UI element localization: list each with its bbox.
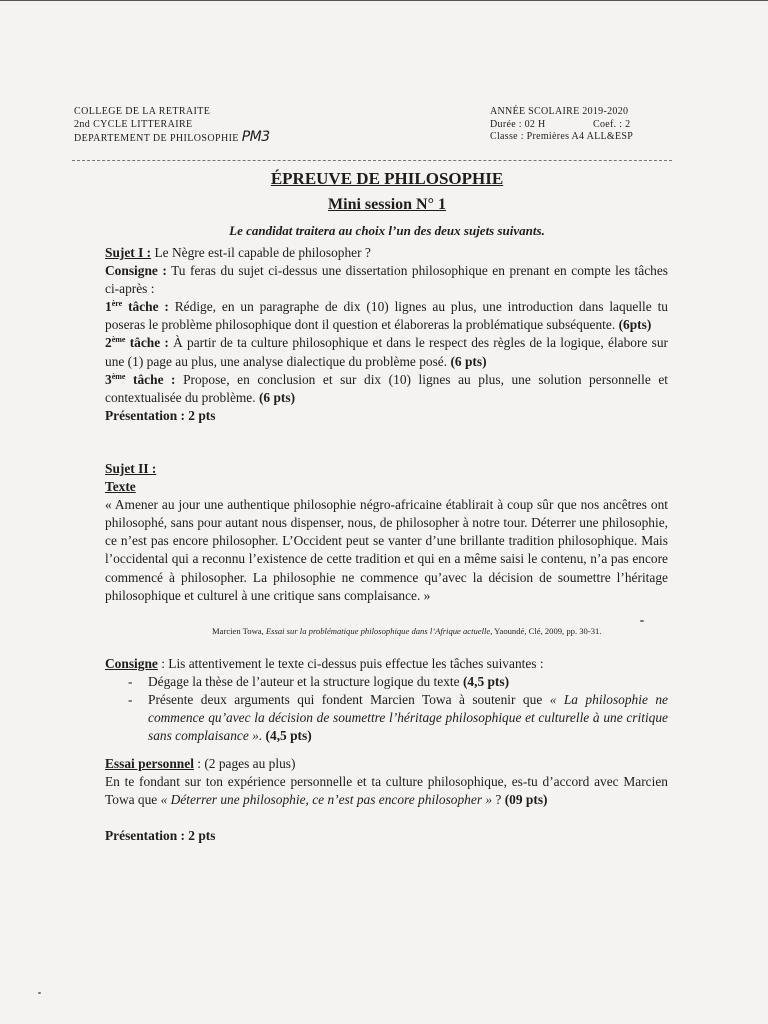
class-info: Classe : Premières A4 ALL&ESP xyxy=(490,131,634,142)
exam-instruction: Le candidat traitera au choix l’un des deux sujets suivants. xyxy=(229,223,545,238)
scan-top-edge xyxy=(0,0,768,1)
cycle-name: 2nd CYCLE LITTERAIRE xyxy=(74,118,193,130)
task-3-text: Propose, en conclusion et sur dix (10) lignes au plus, une solution personnelle et contextualisée du problème. xyxy=(105,371,668,405)
exam-title: ÉPREUVE DE PHILOSOPHIE xyxy=(270,169,504,188)
essai-text-after: ? xyxy=(492,792,505,808)
sujet-1-heading xyxy=(105,244,668,262)
sujet-2-consigne-text: : Lis attentivement le texte ci-dessus puis effectue les tâches suivantes : xyxy=(157,656,544,671)
department-label: DEPARTEMENT DE PHILOSOPHIE xyxy=(74,133,239,144)
handwritten-annotation: PM3 xyxy=(241,129,270,145)
task-1-text: Rédige, en un paragraphe de dix (10) lignes au plus, une introduction dans laquelle tu poseras le problème philosophique dont il question et élaboreras la problématique subséquente. xyxy=(105,299,668,333)
sujet-1-section xyxy=(105,244,668,425)
essai-heading xyxy=(105,755,668,773)
task-points: (4,5 pts) xyxy=(462,674,510,690)
citation-title: Essai sur la problématique philosophique dans l’Afrique actuelle xyxy=(265,626,491,636)
sujet-2-section xyxy=(105,460,668,605)
coefficient: Coef. : 2 xyxy=(593,118,631,130)
bullet-dash: - xyxy=(128,674,133,690)
school-year: ANNÉE SCOLAIRE 2019-2020 xyxy=(490,106,629,117)
task-1-label: tâche : xyxy=(122,299,169,315)
scan-speck xyxy=(640,620,644,622)
list-item xyxy=(105,691,668,745)
task-2-points: (6 pts) xyxy=(450,353,487,369)
sujet-2-task-list xyxy=(105,673,668,745)
essai-section xyxy=(105,755,668,809)
sujet-1-label: Sujet I : xyxy=(105,245,152,260)
sujet-2-consigne-section xyxy=(105,655,668,745)
sujet-1-consigne xyxy=(105,262,668,298)
list-item xyxy=(105,673,668,691)
header-divider xyxy=(72,160,672,161)
duration-row xyxy=(490,119,633,132)
task-1-points: (6pts) xyxy=(618,317,652,333)
task-quote: « La philosophie ne commence qu’avec la décision de soumettre l’héritage philosophique et culturelle à une critique sans complaisance ». xyxy=(148,692,668,744)
department-name xyxy=(74,131,270,146)
task-3-sup: ème xyxy=(111,371,126,381)
essai-label: Essai personnel xyxy=(105,756,194,771)
sujet-1-consigne-label: Consigne : xyxy=(105,263,167,279)
scan-speck xyxy=(38,992,41,994)
task-2-label: tâche : xyxy=(125,335,169,351)
citation-author: Marcien Towa, xyxy=(212,626,264,636)
task-3-points: (6 pts) xyxy=(258,389,296,405)
task-3-label: tâche : xyxy=(125,371,176,387)
sujet-2-consigne-label: Consigne xyxy=(105,656,158,671)
task-2-sup: ème xyxy=(111,335,126,345)
texte-label: Texte xyxy=(105,479,136,495)
duration: Durée : 02 H xyxy=(490,118,546,130)
task-1 xyxy=(105,298,668,334)
task-text: Présente deux arguments qui fondent Marcien Towa à soutenir que xyxy=(148,692,550,708)
essai-text: En te fondant sur ton expérience personnelle et ta culture philosophique, es-tu d’accord avec Marcien Towa que xyxy=(105,774,668,808)
bullet-dash: - xyxy=(128,692,133,708)
task-2 xyxy=(105,334,668,370)
citation-rest: , Yaoundé, Clé, 2009, pp. 30-31. xyxy=(490,626,602,636)
header-left xyxy=(74,106,270,146)
school-name: COLLEGE DE LA RETRAITE xyxy=(74,106,211,117)
essai-note: : (2 pages au plus) xyxy=(193,756,296,771)
task-2-number: 2 xyxy=(105,335,112,351)
essai-points: (09 pts) xyxy=(504,792,548,808)
sujet-1-question: Le Nègre est-il capable de philosopher ? xyxy=(154,245,371,260)
sujet-2-label: Sujet II : xyxy=(105,461,157,476)
essai-quote: « Déterrer une philosophie, ce n’est pas encore philosopher » xyxy=(160,792,493,808)
task-1-number: 1 xyxy=(105,299,112,315)
task-text: Dégage la thèse de l’auteur et la structure logique du texte xyxy=(148,674,460,690)
exam-subtitle: Mini session N° 1 xyxy=(328,196,446,213)
sujet-1-consigne-text: Tu feras du sujet ci-dessus une dissertation philosophique en prenant en compte les tâches ci-après : xyxy=(105,263,669,297)
task-3-number: 3 xyxy=(105,371,112,387)
sujet-2-presentation: Présentation : 2 pts xyxy=(105,828,216,843)
sujet-2-text: « Amener au jour une authentique philosophie négro-africaine établirait à coup sûr que nos ancêtres ont philosophé, sans pour autant nous dispenser, nous, de philosopher à notre tour. Déterrer une philosophie, ce n’est pas encore philosopher. L’Occident peut se vanter d’une brillante tradition philosophique. Mais l’occidental qui a reconnu l’existence de cette tradition et qui en a même saisi le contenu, n’a pas encore commencé à philosopher. La philosophie ne commence qu’avec la décision de soumettre l’héritage philosophique et culturel à une critique sans complaisance. » xyxy=(105,497,668,603)
citation xyxy=(212,626,601,636)
task-3 xyxy=(105,371,668,407)
sujet-2-consigne xyxy=(105,655,668,673)
task-2-text: À partir de ta culture philosophique et dans le respect des règles de la logique, élabore sur une (1) page au plus, une analyse dialectique du problème posé. xyxy=(105,335,668,369)
task-1-sup: ère xyxy=(111,299,123,309)
task-points: (4,5 pts) xyxy=(265,728,312,744)
essai-question xyxy=(105,773,668,809)
header-right xyxy=(490,106,633,144)
sujet-1-presentation: Présentation : 2 pts xyxy=(105,407,216,423)
